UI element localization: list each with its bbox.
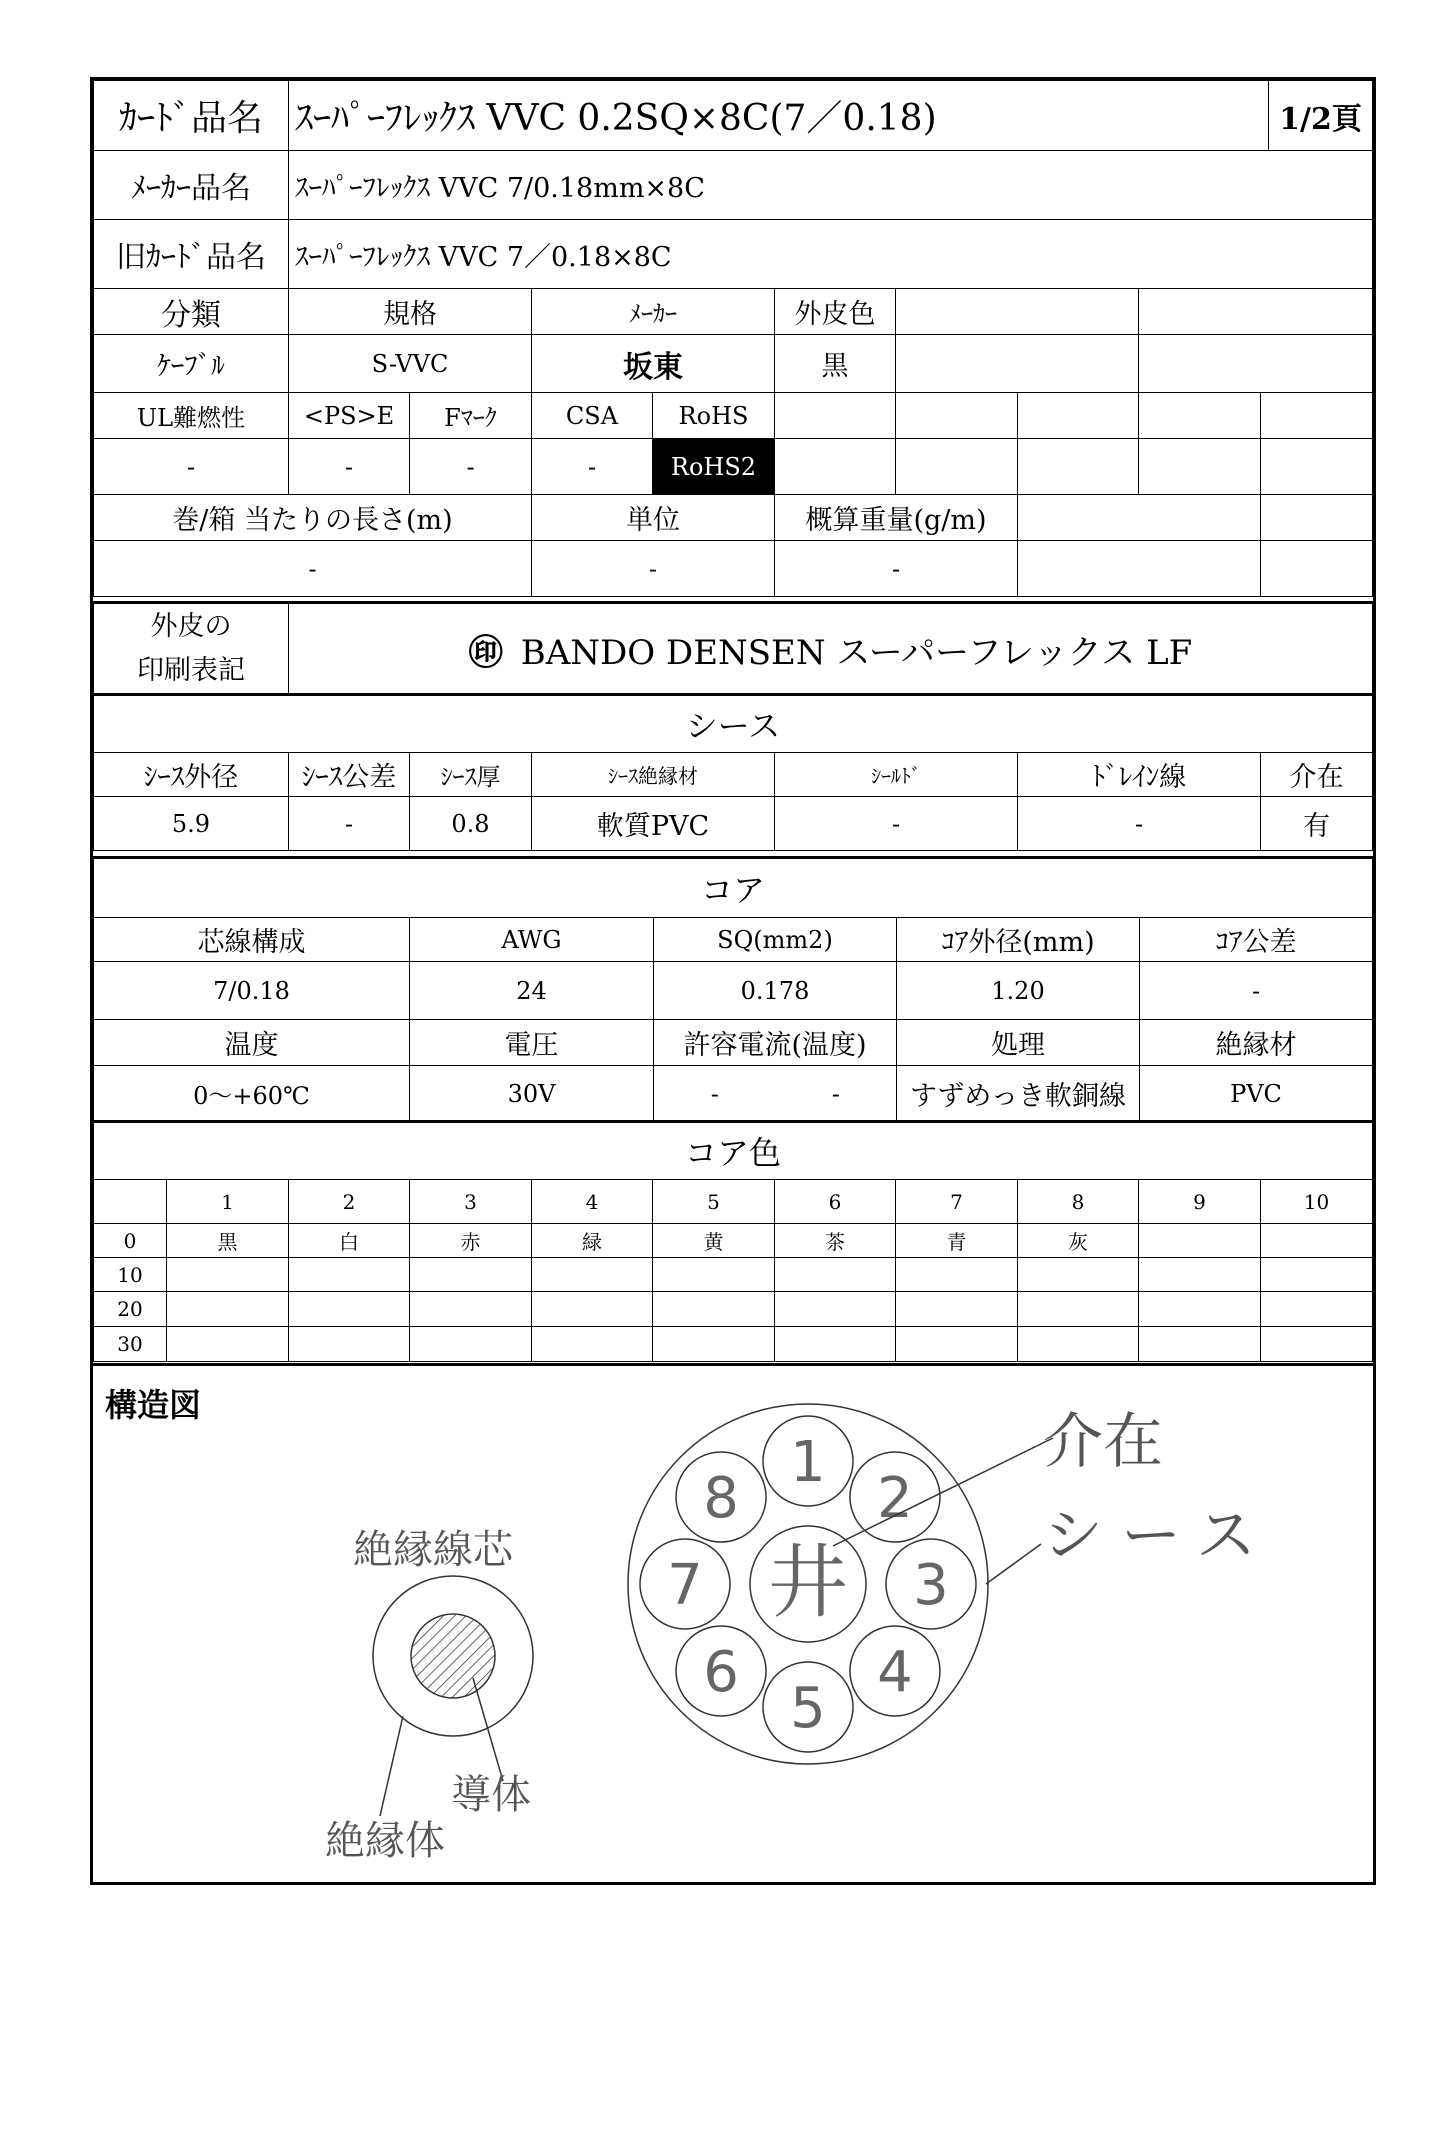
allowable-current-temp-value: -: [776, 1066, 897, 1122]
allowable-current-value: -: [654, 1066, 776, 1122]
blank-cell: [896, 439, 1018, 495]
core-number-label: 3: [913, 1553, 949, 1618]
sheath-thickness-header: ｼｰｽ厚: [410, 753, 532, 797]
voltage-value: 30V: [410, 1066, 654, 1122]
color-cell: [775, 1327, 896, 1362]
core-color-title: コア色: [94, 1122, 1373, 1180]
allowable-current-header: 許容電流(温度): [654, 1020, 897, 1066]
print-label-line2: 印刷表記: [137, 655, 245, 686]
color-cell: [167, 1292, 289, 1327]
jacket-color-value: 黒: [775, 335, 896, 393]
column-header: 5: [653, 1180, 775, 1224]
color-cell: [289, 1292, 410, 1327]
color-cell: [653, 1258, 775, 1292]
weight-value: -: [775, 541, 1018, 597]
color-cell: 黄: [653, 1224, 775, 1258]
color-cell: 黒: [167, 1224, 289, 1258]
core-number-label: 2: [877, 1466, 913, 1532]
color-cell: [1018, 1292, 1139, 1327]
insulation-value: PVC: [1140, 1066, 1373, 1122]
color-cell: [410, 1258, 532, 1292]
conductor-circle: [411, 1614, 495, 1698]
color-cell: [1018, 1258, 1139, 1292]
blank-cell: [1261, 393, 1373, 439]
color-cell: [167, 1327, 289, 1362]
maker-name-label: ﾒｰｶｰ品名: [94, 151, 289, 220]
corner-cell: [94, 1180, 167, 1224]
sheath-leader: [986, 1544, 1041, 1584]
rohs-header: RoHS: [653, 393, 775, 439]
color-cell: [1139, 1224, 1261, 1258]
blank-cell: [1261, 439, 1373, 495]
sheath-od-header: ｼｰｽ外径: [94, 753, 289, 797]
color-cell: [896, 1327, 1018, 1362]
unit-value: -: [532, 541, 775, 597]
core-color-row: [94, 1224, 1373, 1258]
length-header: 巻/箱 当たりの長さ(m): [94, 495, 532, 541]
class-value: ｹｰﾌﾞﾙ: [94, 335, 289, 393]
column-header: 1: [167, 1180, 289, 1224]
color-cell: [1261, 1292, 1373, 1327]
core-color-row: [94, 1292, 1373, 1327]
sq-header: SQ(mm2): [654, 918, 897, 962]
column-header: 8: [1018, 1180, 1139, 1224]
core-number-label: 8: [703, 1466, 739, 1532]
filler-header: 介在: [1261, 753, 1373, 797]
maker-header: ﾒｰｶｰ: [532, 289, 775, 335]
treatment-value: すずめっき軟銅線: [897, 1066, 1140, 1122]
blank-cell: [896, 393, 1018, 439]
csa-header: CSA: [532, 393, 653, 439]
color-cell: [532, 1292, 653, 1327]
old-card-name-value: ｽｰﾊﾟｰﾌﾚｯｸｽ VVC 7／0.18×8C: [289, 220, 1373, 289]
color-cell: 茶: [775, 1224, 896, 1258]
blank-cell: [896, 335, 1139, 393]
blank-cell: [775, 439, 896, 495]
print-marking-block: [93, 601, 1373, 695]
blank-cell: [1139, 393, 1261, 439]
rohs-value-badge: RoHS2: [653, 439, 775, 495]
cable-8-core: [628, 1404, 988, 1764]
core-number-label: 5: [790, 1676, 826, 1741]
color-cell: [289, 1258, 410, 1292]
color-cell: 緑: [532, 1224, 653, 1258]
diagram-title: 構造図: [105, 1386, 202, 1424]
header-block: [93, 80, 1373, 289]
column-header: 3: [410, 1180, 532, 1224]
column-header: 6: [775, 1180, 896, 1224]
old-card-name-label: 旧ｶｰﾄﾞ品名: [94, 220, 289, 289]
core-tolerance-header: ｺｱ公差: [1140, 918, 1373, 962]
standard-value: S-VVC: [289, 335, 532, 393]
shield-value: -: [775, 797, 1018, 851]
row-label: 10: [94, 1258, 167, 1292]
color-cell: [653, 1292, 775, 1327]
print-marking-text: [289, 603, 1373, 695]
center-filler-mark: 井: [768, 1536, 848, 1629]
blank-cell: [1018, 541, 1261, 597]
insulated-core-detail: [325, 1527, 533, 1864]
insulator-leader: [380, 1716, 403, 1816]
f-mark-header: Fﾏｰｸ: [410, 393, 532, 439]
color-cell: [896, 1292, 1018, 1327]
color-cell: [1139, 1327, 1261, 1362]
column-header: 4: [532, 1180, 653, 1224]
color-cell: [167, 1258, 289, 1292]
print-label-line1: 外皮の: [150, 611, 232, 642]
row-label: 0: [94, 1224, 167, 1258]
blank-cell: [1139, 439, 1261, 495]
core-title: コア: [94, 858, 1373, 918]
strand-construction-header: 芯線構成: [94, 918, 410, 962]
core-block: [93, 856, 1373, 1122]
conductor-leader: [473, 1678, 503, 1781]
blank-cell: [1018, 393, 1139, 439]
pse-value: -: [289, 439, 410, 495]
color-cell: [775, 1292, 896, 1327]
sheath-thickness-value: 0.8: [410, 797, 532, 851]
card-name-label: ｶｰﾄﾞ品名: [94, 81, 289, 151]
color-cell: 白: [289, 1224, 410, 1258]
spec-grid: [93, 288, 1373, 597]
bando-mark-icon: ㊞: [468, 632, 503, 673]
color-cell: [775, 1258, 896, 1292]
sheath-od-value: 5.9: [94, 797, 289, 851]
cable-cross-section: [93, 1366, 1373, 1886]
color-cell: [289, 1327, 410, 1362]
card-name-value: ｽｰﾊﾟｰﾌﾚｯｸｽ VVC 0.2SQ×8C(7／0.18): [289, 81, 1269, 151]
core-od-header: ｺｱ外径(mm): [897, 918, 1140, 962]
blank-cell: [1139, 289, 1373, 335]
sheath-title: シース: [94, 695, 1373, 753]
blank-cell: [1018, 495, 1261, 541]
voltage-header: 電圧: [410, 1020, 654, 1066]
core-number-label: 6: [703, 1639, 739, 1705]
blank-cell: [1261, 495, 1373, 541]
filler-value: 有: [1261, 797, 1373, 851]
unit-header: 単位: [532, 495, 775, 541]
sheath-material-value: 軟質PVC: [532, 797, 775, 851]
drain-wire-value: -: [1018, 797, 1261, 851]
pse-header: <PS>E: [289, 393, 410, 439]
page-indicator: 1/2頁: [1269, 81, 1373, 151]
row-label: 20: [94, 1292, 167, 1327]
column-header: 9: [1139, 1180, 1261, 1224]
sheath-tolerance-value: -: [289, 797, 410, 851]
temperature-header: 温度: [94, 1020, 410, 1066]
blank-cell: [1261, 541, 1373, 597]
core-number-label: 4: [877, 1639, 913, 1705]
blank-cell: [896, 289, 1139, 335]
sheath-block: [93, 693, 1373, 851]
column-header: 10: [1261, 1180, 1373, 1224]
awg-value: 24: [410, 962, 654, 1020]
sheath-tolerance-header: ｼｰｽ公差: [289, 753, 410, 797]
conductor-label: 導体: [451, 1772, 531, 1818]
strand-construction-value: 7/0.18: [94, 962, 410, 1020]
core-tolerance-value: -: [1140, 962, 1373, 1020]
column-header: 7: [896, 1180, 1018, 1224]
core-od-value: 1.20: [897, 962, 1140, 1020]
blank-cell: [1139, 335, 1373, 393]
color-cell: [1261, 1224, 1373, 1258]
length-value: -: [94, 541, 532, 597]
core-color-header-row: [94, 1180, 1373, 1224]
color-cell: [896, 1258, 1018, 1292]
row-label: 30: [94, 1327, 167, 1362]
core-color-row: [94, 1258, 1373, 1292]
sq-value: 0.178: [654, 962, 897, 1020]
column-header: 2: [289, 1180, 410, 1224]
print-marking-label: [94, 603, 289, 695]
color-cell: [1139, 1292, 1261, 1327]
class-header: 分類: [94, 289, 289, 335]
color-cell: [532, 1327, 653, 1362]
color-cell: [1261, 1258, 1373, 1292]
core-number-label: 1: [790, 1430, 826, 1495]
color-cell: [1261, 1327, 1373, 1362]
ul-header: UL難燃性: [94, 393, 289, 439]
maker-value: 坂東: [532, 335, 775, 393]
color-cell: [1139, 1258, 1261, 1292]
csa-value: -: [532, 439, 653, 495]
insulator-label: 絶縁体: [325, 1818, 445, 1864]
blank-cell: [1018, 439, 1139, 495]
color-cell: [532, 1258, 653, 1292]
color-cell: 灰: [1018, 1224, 1139, 1258]
color-cell: 青: [896, 1224, 1018, 1258]
core-color-block: [93, 1120, 1373, 1362]
color-cell: [1018, 1327, 1139, 1362]
ul-value: -: [94, 439, 289, 495]
structure-diagram: [93, 1363, 1373, 1888]
awg-header: AWG: [410, 918, 654, 962]
maker-name-value: ｽｰﾊﾟｰﾌﾚｯｸｽ VVC 7/0.18mm×8C: [289, 151, 1373, 220]
standard-header: 規格: [289, 289, 532, 335]
jacket-color-header: 外皮色: [775, 289, 896, 335]
shield-header: ｼｰﾙﾄﾞ: [775, 753, 1018, 797]
color-cell: [653, 1327, 775, 1362]
weight-header: 概算重量(g/m): [775, 495, 1018, 541]
treatment-header: 処理: [897, 1020, 1140, 1066]
sheath-label: シース: [1043, 1501, 1274, 1571]
temperature-value: 0～+60℃: [94, 1066, 410, 1122]
insulated-core-label: 絶縁線芯: [353, 1527, 513, 1573]
f-mark-value: -: [410, 439, 532, 495]
print-text: BANDO DENSEN スーパーフレックス LF: [520, 632, 1193, 673]
color-cell: [410, 1327, 532, 1362]
drain-wire-header: ﾄﾞﾚｲﾝ線: [1018, 753, 1261, 797]
core-color-row: [94, 1327, 1373, 1362]
core-number-label: 7: [667, 1553, 703, 1618]
color-cell: [410, 1292, 532, 1327]
insulation-header: 絶縁材: [1140, 1020, 1373, 1066]
sheath-material-header: ｼｰｽ絶縁材: [532, 753, 775, 797]
color-cell: 赤: [410, 1224, 532, 1258]
blank-cell: [775, 393, 896, 439]
filler-label: 介在: [1043, 1407, 1163, 1477]
spec-sheet: [90, 77, 1376, 1885]
